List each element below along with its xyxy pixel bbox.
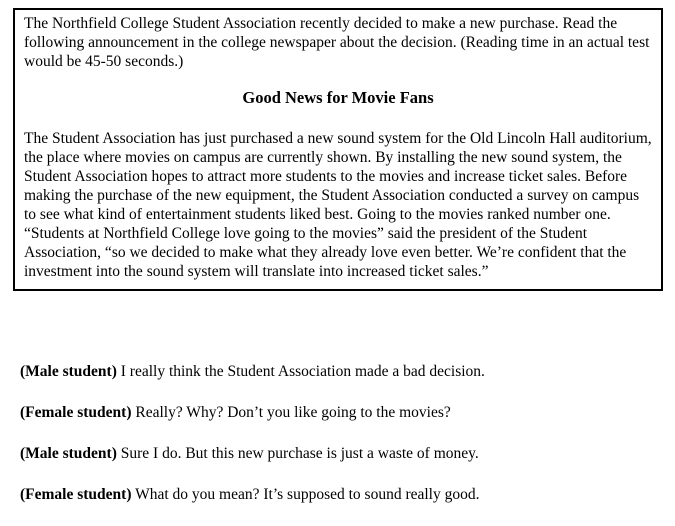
passage-intro-text: The Northfield College Student Association recently decided to make a new purchase. Read the following announcement in the college newspaper about the decision. (Reading time in an actual test would be 45-50 seconds.) — [24, 15, 650, 70]
announcement-title: Good News for Movie Fans — [242, 88, 434, 107]
dialogue-line — [20, 485, 662, 504]
dialogue-text-1: I really think the Student Association made a bad decision. — [120, 363, 485, 380]
dialogue-section — [20, 362, 662, 526]
speaker-label-male-2: (Male student) — [20, 445, 117, 462]
dialogue-line — [20, 362, 662, 381]
dialogue-line — [20, 444, 662, 463]
dialogue-text-3: Sure I do. But this new purchase is just a waste of money. — [120, 445, 479, 462]
dialogue-text-2: Really? Why? Don’t you like going to the movies? — [135, 404, 451, 421]
dialogue-line — [20, 403, 662, 422]
announcement-body-text: The Student Association has just purchased a new sound system for the Old Lincoln Hall auditorium, the place where movies on campus are currently shown. By installing the new sound system, the Student Association hopes to attract more students to the movies and increase ticket sales. Before making the purchase of the new equipment, the Student Association conducted a survey on campus to see what kind of entertainment students liked best. Going to the movies ranked number one. “Students at Northfield College love going to the movies” said the president of the Student Association, “so we decided to make what they already love even better. We’re confident that the investment into the sound system will translate into increased ticket sales.” — [24, 130, 652, 280]
speaker-label-male-1: (Male student) — [20, 363, 117, 380]
reading-passage-box — [13, 8, 663, 291]
speaker-label-female-1: (Female student) — [20, 404, 132, 421]
dialogue-text-4: What do you mean? It’s supposed to sound really good. — [135, 486, 480, 503]
speaker-label-female-2: (Female student) — [20, 486, 132, 503]
